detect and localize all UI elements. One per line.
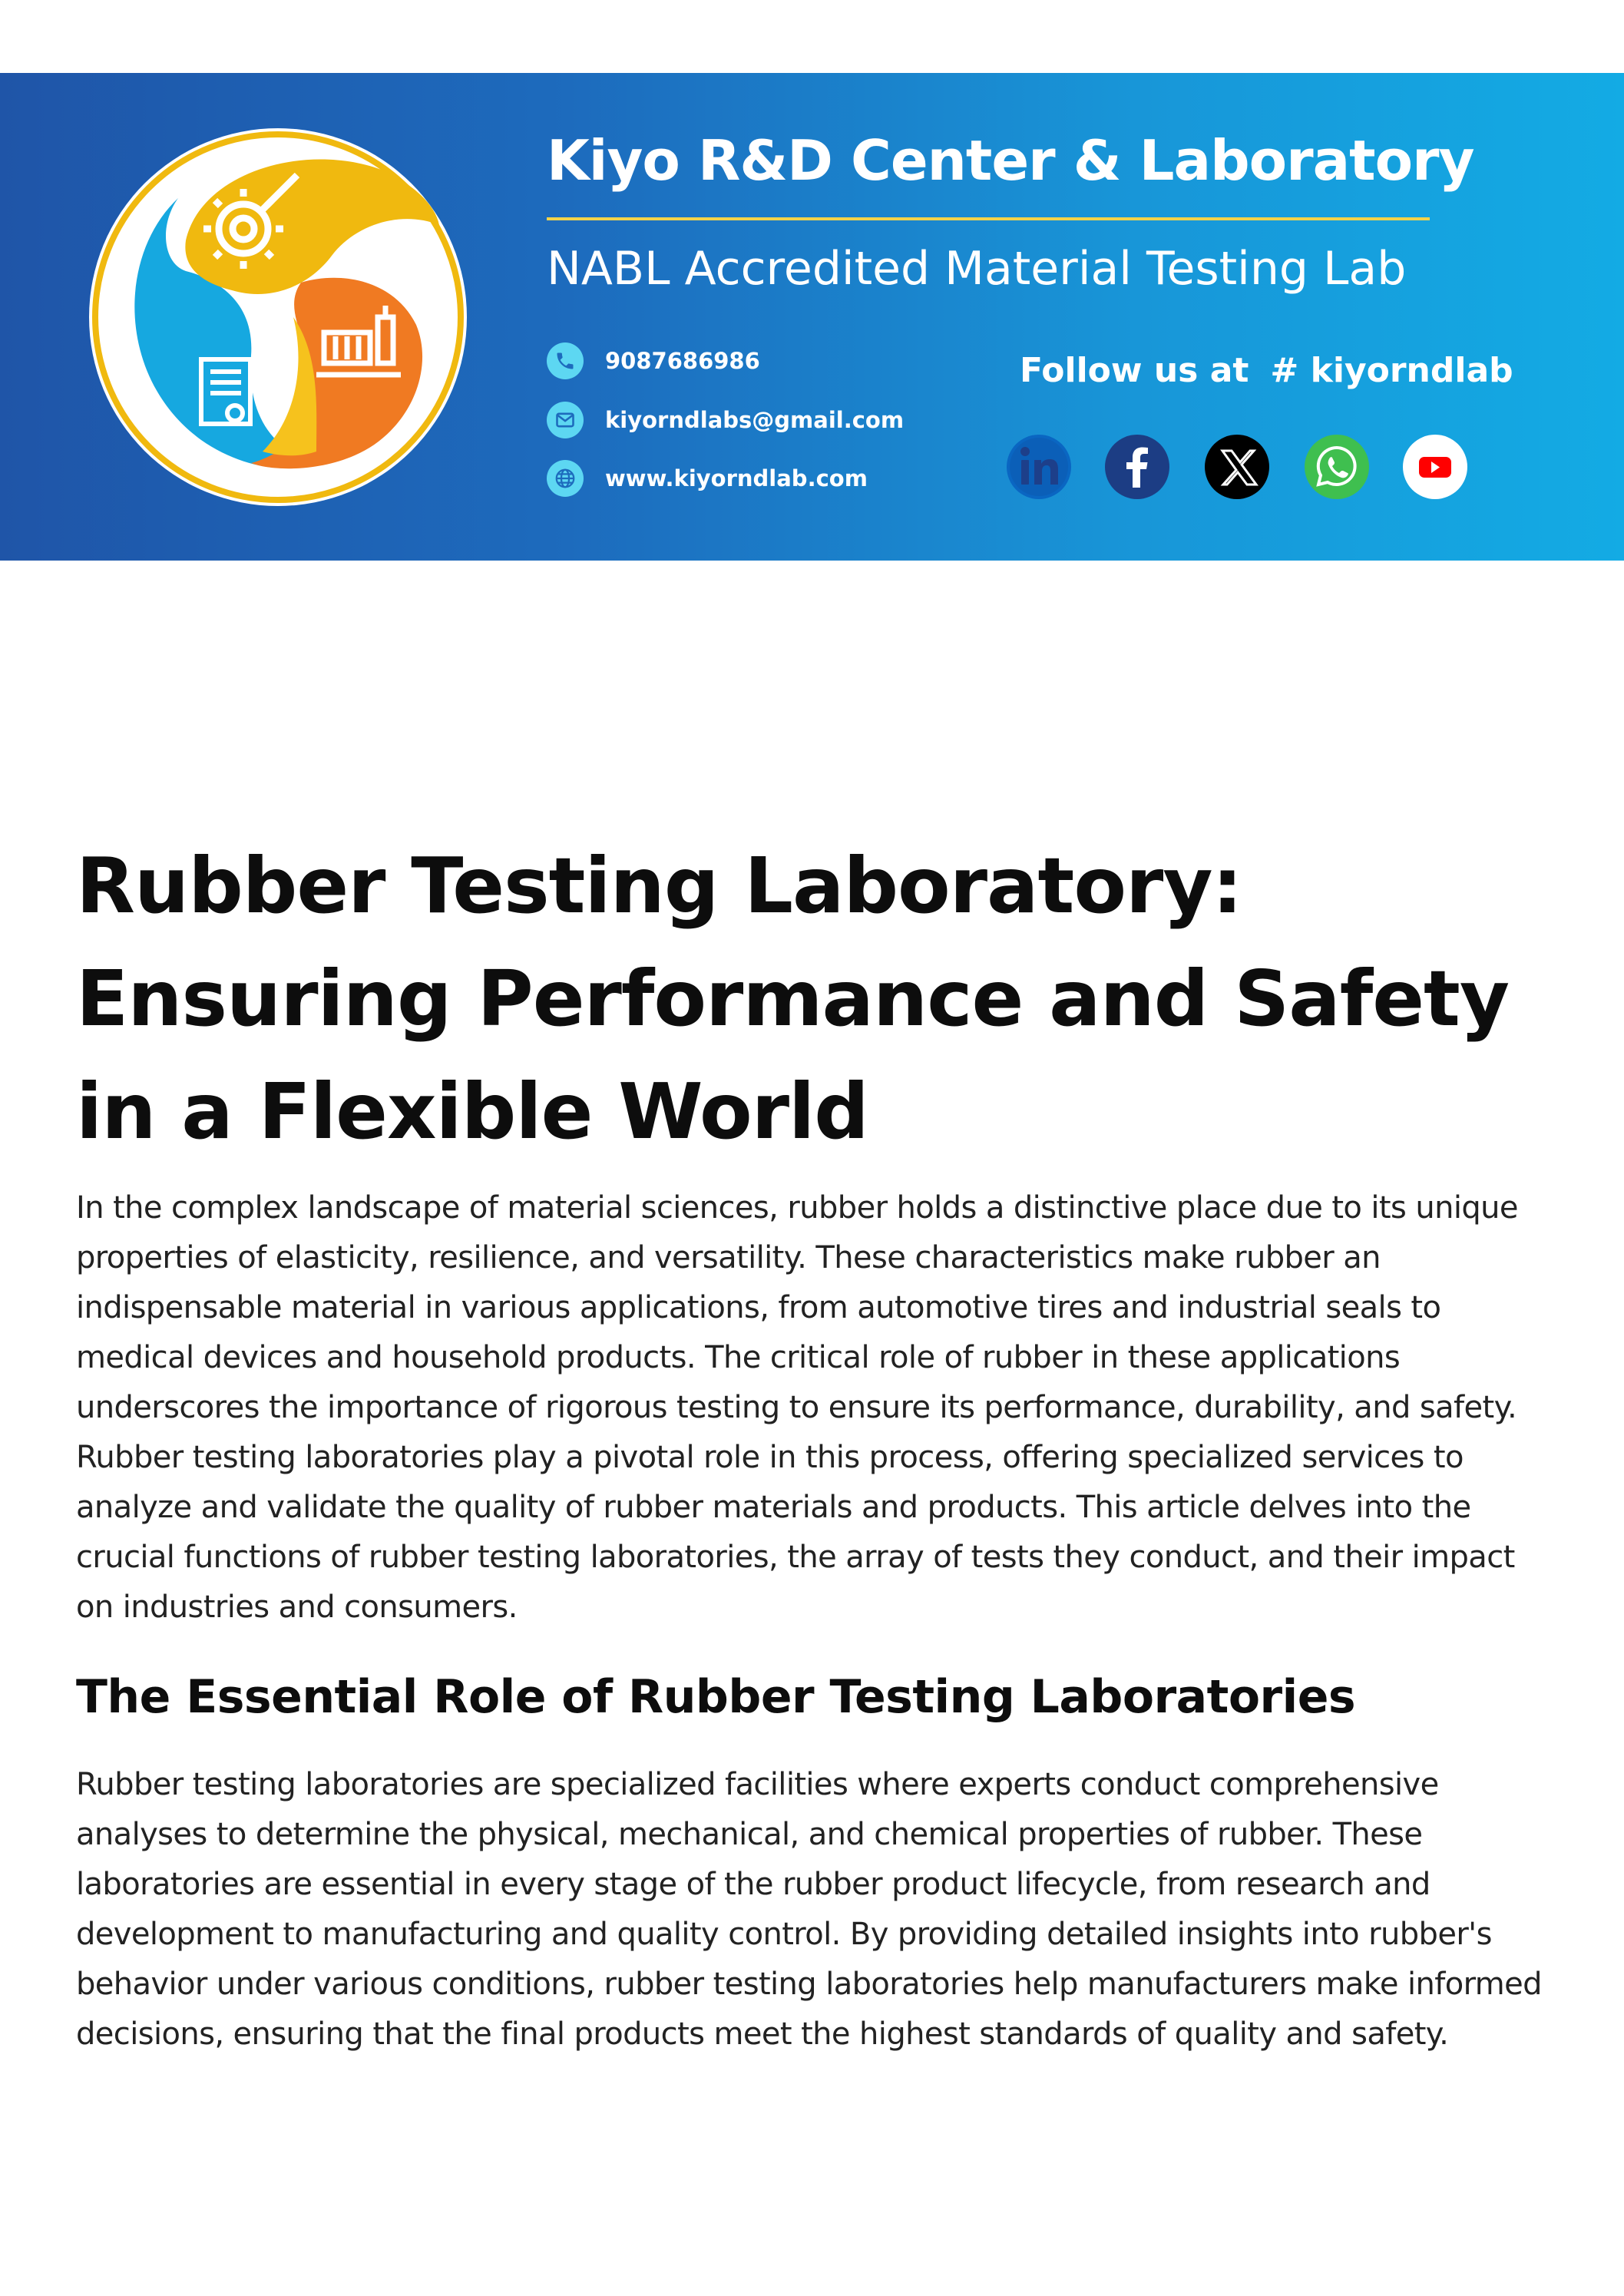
phone-icon bbox=[547, 342, 584, 379]
follow-us bbox=[1020, 351, 1513, 390]
article-title: Rubber Testing Laboratory: Ensuring Performance and Safety in a Flexible World bbox=[76, 841, 1510, 1156]
contact-email[interactable] bbox=[547, 401, 904, 439]
hashtag: # kiyorndlab bbox=[1270, 351, 1513, 390]
website-url: www.kiyorndlab.com bbox=[605, 465, 868, 491]
lab-logo bbox=[86, 125, 470, 509]
linkedin-icon[interactable] bbox=[1006, 434, 1072, 500]
lab-name: Kiyo R&D Center & Laboratory bbox=[547, 128, 1474, 193]
email-address: kiyorndlabs@gmail.com bbox=[605, 407, 905, 433]
contact-phone[interactable] bbox=[547, 342, 760, 380]
lab-tagline: NABL Accredited Material Testing Lab bbox=[547, 242, 1407, 296]
section-paragraph: Rubber testing laboratories are specialized facilities where experts conduct comprehensive analyses to determine the physical, mechanical, and chemical properties of rubber. These laboratories are essential in every stage of the rubber product lifecycle, from research and development to manufacturing and quality control. By providing detailed insights into rubber's behavior under various conditions, rubber testing laboratories help manufacturers make informed decisions, ensuring that the final products meet the highest standards of quality and safety. bbox=[76, 1767, 1542, 2052]
facebook-icon[interactable] bbox=[1104, 434, 1170, 500]
follow-label: Follow us at bbox=[1020, 351, 1249, 390]
section-heading: The Essential Role of Rubber Testing Laboratories bbox=[76, 1670, 1356, 1724]
globe-icon bbox=[547, 460, 584, 497]
contact-website[interactable] bbox=[547, 459, 868, 498]
header-banner bbox=[0, 73, 1624, 561]
youtube-icon[interactable] bbox=[1402, 434, 1468, 500]
article bbox=[76, 829, 1550, 2059]
whatsapp-icon[interactable] bbox=[1304, 434, 1370, 500]
intro-paragraph: In the complex landscape of material sciences, rubber holds a distinctive place due to its unique properties of elasticity, resilience, and versatility. These characteristics make rubber an indispensable material in various applications, from automotive tires and industrial seals to medical devices and household products. The critical role of rubber in these applications underscores the importance of rigorous testing to ensure its performance, durability, and safety. Rubber testing laboratories play a pivotal role in this process, offering specialized services to analyze and validate the quality of rubber materials and products. This article delves into the crucial functions of rubber testing laboratories, the array of tests they conduct, and their impact on industries and consumers. bbox=[76, 1190, 1518, 1625]
title-divider bbox=[547, 217, 1430, 220]
x-icon[interactable] bbox=[1204, 434, 1270, 500]
email-icon bbox=[547, 402, 584, 438]
phone-number: 9087686986 bbox=[605, 348, 760, 374]
